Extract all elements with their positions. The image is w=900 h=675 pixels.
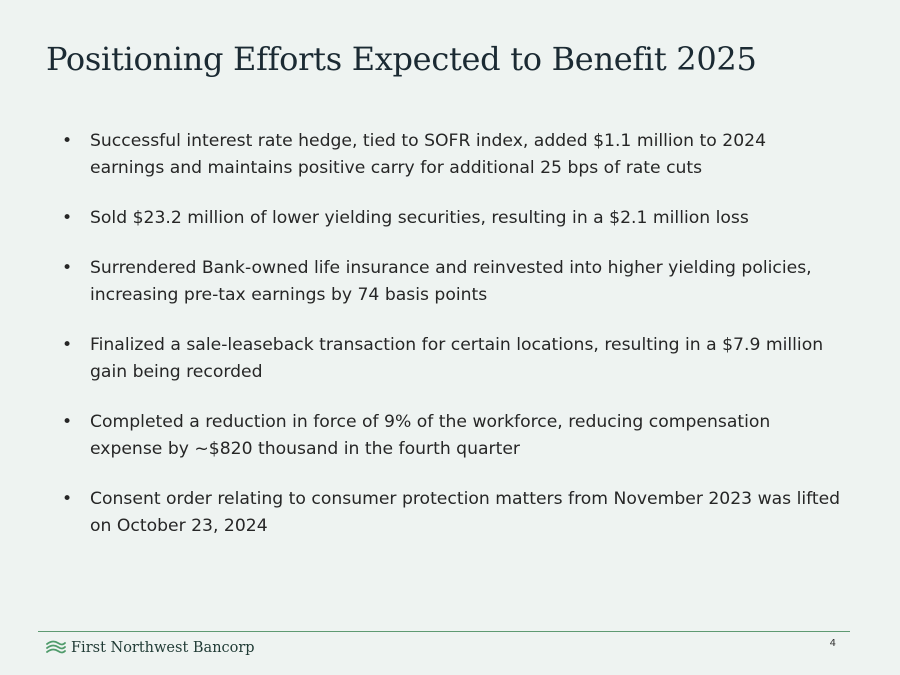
slide-title: Positioning Efforts Expected to Benefit 2025	[46, 40, 757, 78]
bullet-text: Consent order relating to consumer protection matters from November 2023 was lifted on October 23, 2024	[90, 489, 841, 536]
bullet-dot: •	[62, 258, 73, 278]
bullet-item	[62, 486, 842, 540]
bullet-item	[62, 205, 842, 232]
wave-leaf-logo-icon	[46, 640, 66, 656]
bullet-dot: •	[62, 489, 73, 509]
bullet-dot: •	[62, 335, 73, 355]
company-logo	[46, 638, 255, 658]
bullet-dot: •	[62, 208, 73, 228]
bullet-dot: •	[62, 412, 73, 432]
company-name: First Northwest Bancorp	[71, 640, 255, 656]
page-number: 4	[829, 638, 836, 649]
footer-divider	[38, 631, 850, 632]
bullet-item	[62, 409, 842, 463]
bullet-text: Sold $23.2 million of lower yielding securities, resulting in a $2.1 million loss	[90, 208, 749, 228]
bullet-dot: •	[62, 131, 73, 151]
bullet-text: Surrendered Bank-owned life insurance and reinvested into higher yielding policies, increasing pre-tax earnings by 74 basis points	[90, 258, 812, 305]
bullet-item	[62, 255, 842, 309]
bullet-text: Successful interest rate hedge, tied to SOFR index, added $1.1 million to 2024 earnings and maintains positive carry for additional 25 bps of rate cuts	[90, 131, 767, 178]
bullet-text: Completed a reduction in force of 9% of the workforce, reducing compensation expense by ~$820 thousand in the fourth quarter	[90, 412, 771, 459]
bullet-item	[62, 332, 842, 386]
bullet-item	[62, 128, 842, 182]
bullet-list	[62, 128, 842, 563]
bullet-text: Finalized a sale-leaseback transaction for certain locations, resulting in a $7.9 million gain being recorded	[90, 335, 824, 382]
